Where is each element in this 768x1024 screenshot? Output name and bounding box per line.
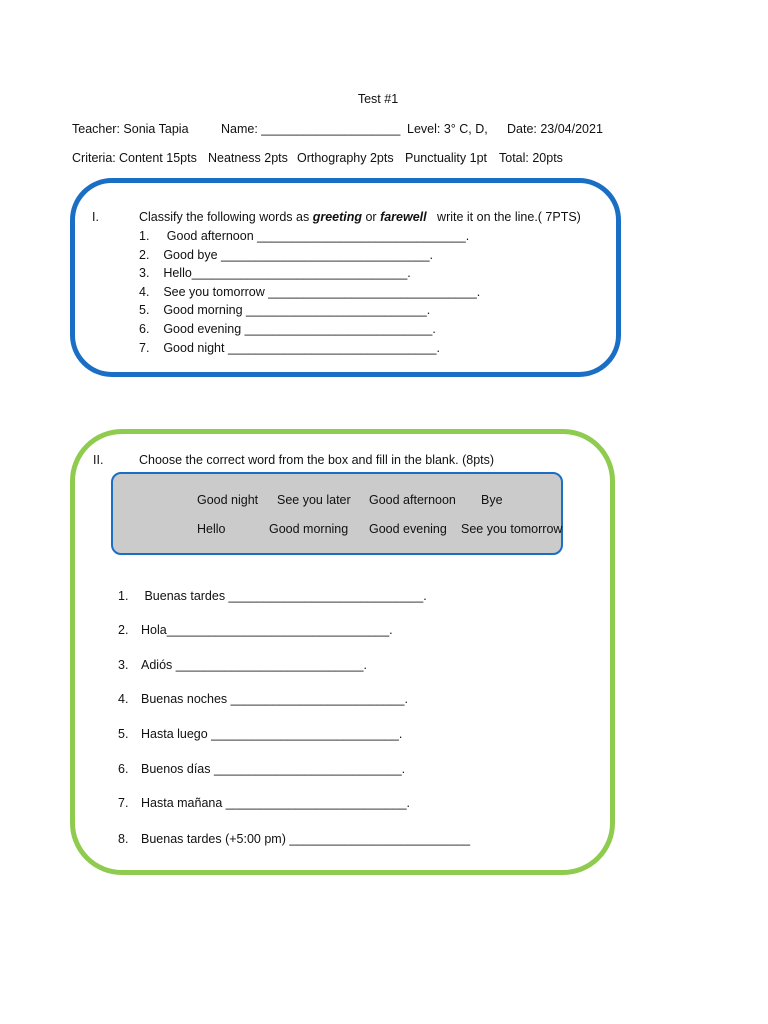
instruction-text: Classify the following words as <box>139 210 313 224</box>
section-2-item: Buenas tardes ____________________________. <box>141 589 427 603</box>
instruction-or: or <box>362 210 381 224</box>
section-1-number: I. <box>92 210 99 224</box>
section-2-item-number: 7. <box>118 796 129 810</box>
word-greeting: greeting <box>312 210 362 224</box>
section-2-item: Buenas noches _________________________. <box>141 692 408 706</box>
word-bank-word: See you later <box>277 493 351 507</box>
criteria-content: Content 15pts <box>119 151 197 165</box>
test-title: Test #1 <box>357 92 399 106</box>
word-bank-word: Good evening <box>369 522 447 536</box>
section-1-item: 1. Good afternoon ______________________________. <box>139 229 470 243</box>
criteria-total: Total: 20pts <box>499 151 563 165</box>
section-2-item: Hasta luego ___________________________. <box>141 727 403 741</box>
section-2-item: Adiós ___________________________. <box>141 658 367 672</box>
word-bank-word: See you tomorrow <box>461 522 563 536</box>
instruction-points: write it on the line.( 7PTS) <box>426 210 581 224</box>
word-bank-word: Good night <box>197 493 259 507</box>
word-bank-word: Good afternoon <box>369 493 456 507</box>
section-2-item-number: 8. <box>118 832 129 846</box>
level-label: Level: 3° C, D, <box>407 122 488 136</box>
section-2-number: II. <box>93 453 104 467</box>
word-bank-word: Bye <box>481 493 503 507</box>
section-1-item: 6. Good evening ___________________________. <box>139 322 436 336</box>
section-2-instruction: Choose the correct word from the box and fill in the blank. (8pts) <box>139 453 495 467</box>
date-label: Date: 23/04/2021 <box>507 122 603 136</box>
word-bank-word: Hello <box>197 522 226 536</box>
teacher-label: Teacher: Sonia Tapia <box>72 122 189 136</box>
section-2-item-number: 2. <box>118 623 129 637</box>
word-bank-box <box>111 472 563 555</box>
section-1-item: 5. Good morning __________________________. <box>139 303 431 317</box>
criteria-label: Criteria: <box>72 151 116 165</box>
section-2-item-number: 5. <box>118 727 129 741</box>
criteria-neatness: Neatness 2pts <box>208 151 288 165</box>
section-1-instruction <box>139 209 581 225</box>
section-1-item: 2. Good bye ______________________________. <box>139 248 434 262</box>
criteria-punctuality: Punctuality 1pt <box>405 151 487 165</box>
section-2-item: Buenos días ___________________________. <box>141 762 406 776</box>
section-2-item: Buenas tardes (+5:00 pm) __________________________ <box>141 832 471 846</box>
section-1-item: 4. See you tomorrow ______________________________. <box>139 285 481 299</box>
section-2-item-number: 4. <box>118 692 129 706</box>
student-name-field: Name: ____________________ <box>221 122 401 136</box>
section-2-item-number: 6. <box>118 762 129 776</box>
section-2-item: Hasta mañana __________________________. <box>141 796 410 810</box>
section-1-item: 7. Good night ______________________________. <box>139 341 440 355</box>
word-bank-word: Good morning <box>269 522 349 536</box>
criteria-orthography: Orthography 2pts <box>297 151 394 165</box>
section-2-item-number: 3. <box>118 658 129 672</box>
section-2-item-number: 1. <box>118 589 129 603</box>
section-2-item: Hola________________________________. <box>141 623 393 637</box>
word-farewell: farewell <box>380 210 427 224</box>
section-1-item: 3. Hello_______________________________. <box>139 266 411 280</box>
